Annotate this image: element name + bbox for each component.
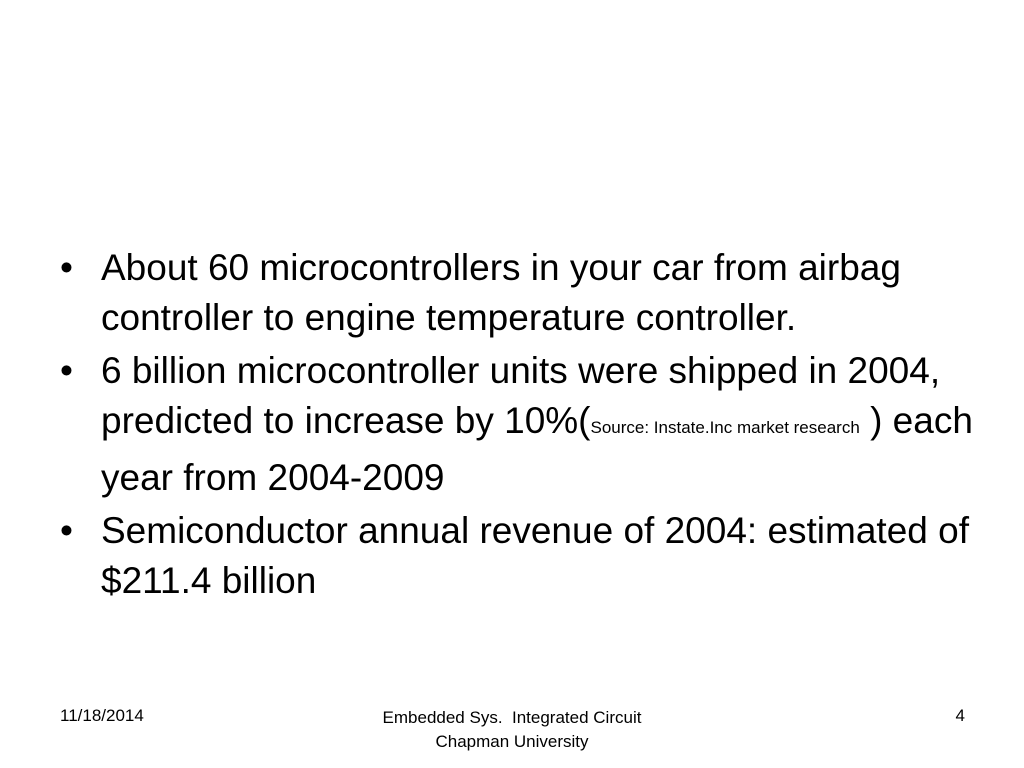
bullet-icon: •	[60, 510, 73, 551]
bullet-text-continued: ) each year from 2004-2009	[101, 400, 973, 498]
bullet-text: About 60 microcontrollers in your car from airbag controller to engine temperature controller.	[101, 247, 901, 338]
source-citation: Source: Instate.Inc market research	[590, 418, 860, 437]
bullet-item-2	[60, 346, 980, 503]
bullet-text: 6 billion microcontroller units were shipped in 2004, predicted to increase by 10%(	[101, 350, 941, 441]
bullet-item-1	[60, 243, 980, 343]
bullet-icon: •	[60, 247, 73, 288]
bullet-item-3	[60, 506, 980, 606]
footer-course-title: Embedded Sys. Integrated Circuit	[382, 708, 642, 727]
bullet-list	[60, 243, 980, 609]
bullet-text: Semiconductor annual revenue of 2004: estimated of $211.4 billion	[101, 510, 970, 601]
footer-institution: Chapman University	[435, 732, 589, 751]
footer-course	[312, 706, 712, 754]
footer-date: 11/18/2014	[60, 706, 144, 725]
bullet-icon: •	[60, 350, 73, 391]
page-number: 4	[955, 706, 965, 725]
